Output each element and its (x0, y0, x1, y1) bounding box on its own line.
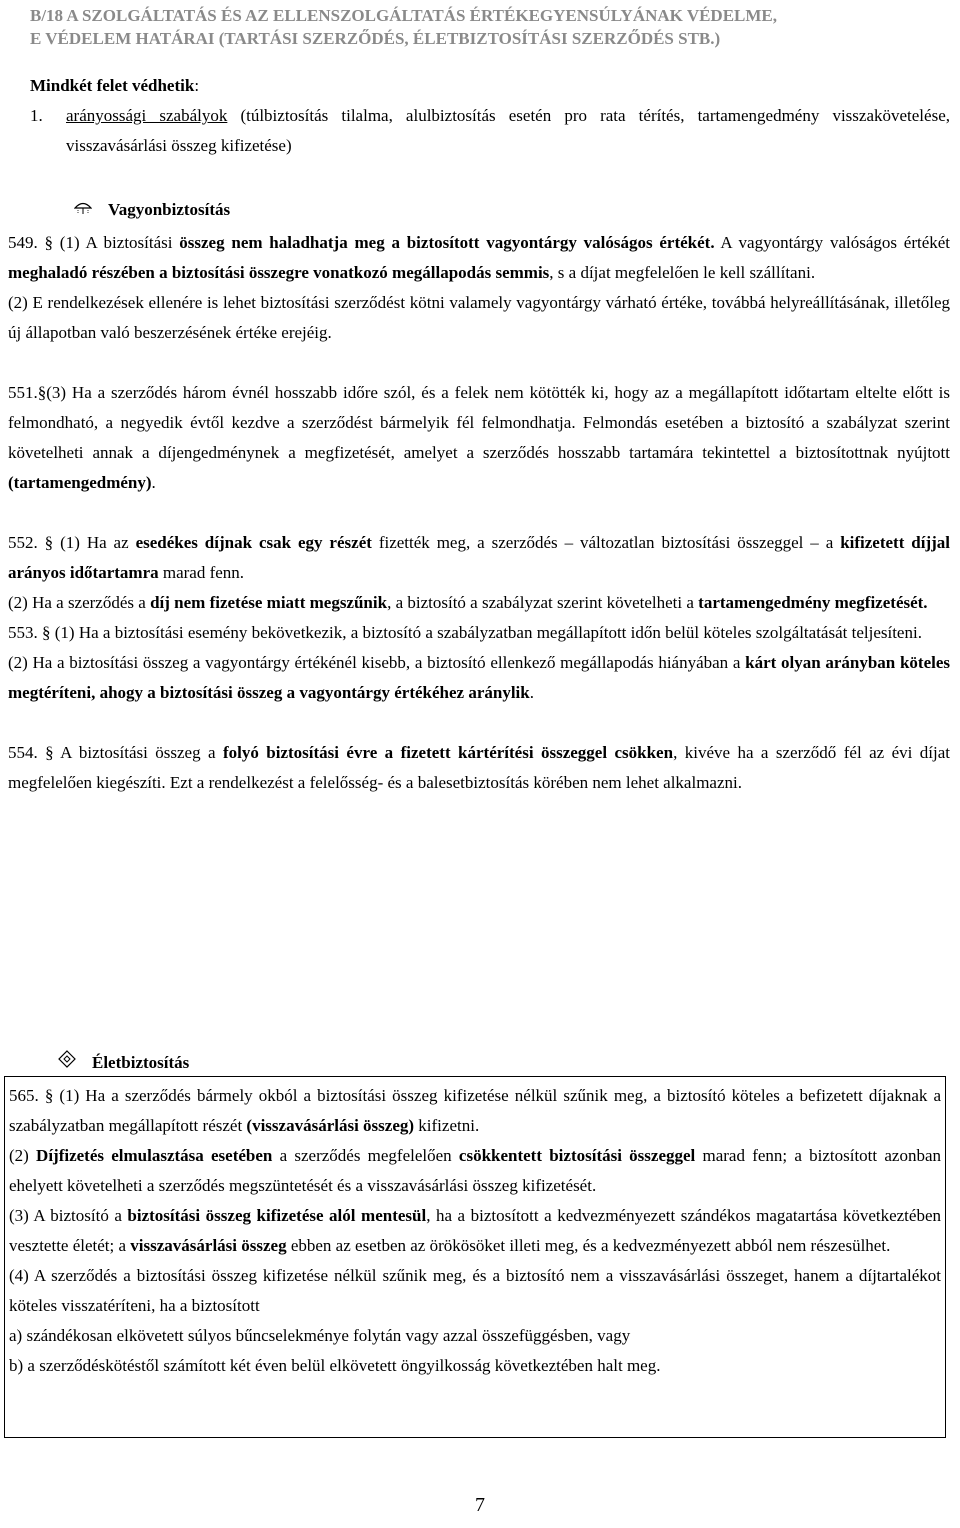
paragraph-565-4: (4) A szerződés a biztosítási összeg kifizetése nélkül szűnik meg, és a biztosító nem a visszavásárlási összeget, hanem a díjtartalékot köteles visszatéríteni, ha a biztosított (9, 1266, 941, 1315)
paragraph-549-2: (2) E rendelkezések ellenére is lehet biztosítási szerződést kötni valamely vagyontárgy várható értéke, továbbá helyreállításának, illetőleg új állapotban való beszerzésének értéke erejéig. (8, 293, 950, 342)
vagyon-heading (74, 198, 230, 222)
intro-item-lead: arányossági szabályok (66, 106, 228, 125)
paragraph-565-b: b) a szerződéskötéstől számított két éven belül elkövetett öngyilkosság következtében halt meg. (9, 1356, 661, 1375)
paragraph-552-2: (2) Ha a szerződés a díj nem fizetése miatt megszűnik, a biztosító a szabályzat szerint követelheti a tartamengedmény megfizetését. (8, 593, 928, 612)
paragraph-551: 551.§(3) Ha a szerződés három évnél hosszabb időre szól, és a felek nem kötötték ki, hogy az a megállapított időtartam eltelte előtt is felmondható, a negyedik évtől kezdve a szerződést bármelyik fél felmondhatja. Felmondás esetében a biztosító a szabályzat szerint követelheti annak a díjengedménynek a megfizetését, amelyet a szerződés hosszabb tartamára tekintettel a biztosítottnak nyújtott (tartamengedmény). (8, 383, 950, 492)
intro-colon: : (194, 76, 200, 95)
intro-item (30, 101, 950, 161)
vagyon-title: Vagyonbiztosítás (108, 200, 231, 219)
header-line-1: B/18 A SZOLGÁLTATÁS ÉS AZ ELLENSZOLGÁLTATÁS ÉRTÉKEGYENSÚLYÁNAK VÉDELME, (30, 6, 778, 25)
vagyon-body (8, 228, 950, 798)
diamond-icon (58, 1050, 78, 1075)
page-header (30, 4, 940, 50)
header-line-2: E VÉDELEM HATÁRAI (TARTÁSI SZERZŐDÉS, ÉLETBIZTOSÍTÁSI SZERZŐDÉS STB.) (30, 29, 721, 48)
paragraph-553-2: (2) Ha a biztosítási összeg a vagyontárgy értékénél kisebb, a biztosító ellenkező megállapodás hiányában a kárt olyan arányban köteles megtéríteni, ahogy a biztosítási összeg a vagyontárgy értékéhez aránylik. (8, 653, 951, 702)
intro-section (30, 71, 950, 161)
paragraph-549-1: 549. § (1) A biztosítási összeg nem haladhatja meg a biztosított vagyontárgy valóságos értékét. A vagyontárgy valóságos értékét meghaladó részében a biztosítási összegre vonatkozó megállapodás semmis, s a díjat megfelelően le kell szállítani. (8, 233, 951, 282)
intro-item-number: 1. (30, 106, 43, 125)
paragraph-565-3: (3) A biztosító a biztosítási összeg kifizetése alól mentesül, ha a biztosított a kedvezményezett szándékos magatartása következtében vesztette életét; a visszavásárlási összeg ebben az esetben az örökösöket illeti meg, és a kedvezményezett abból nem részesülhet. (9, 1206, 941, 1255)
intro-label: Mindkét felet védhetik (30, 76, 195, 95)
umbrella-icon (74, 198, 94, 222)
elet-box (4, 1076, 946, 1438)
paragraph-565-a: a) szándékosan elkövetett súlyos bűncselekménye folytán vagy azzal összefüggésben, vagy (9, 1326, 631, 1345)
elet-title: Életbiztosítás (92, 1052, 190, 1072)
paragraph-554: 554. § A biztosítási összeg a folyó biztosítási évre a fizetett kártérítési összeggel csökken, kivéve ha a szerződő fél az évi díjat megfelelően kiegészíti. Ezt a rendelkezést a felelősség- és a balesetbiztosítás körében nem lehet alkalmazni. (8, 743, 950, 792)
paragraph-553-1: 553. § (1) Ha a biztosítási esemény bekövetkezik, a biztosító a szabályzatban megállapított időn belül köteles szolgáltatását teljesíteni. (8, 623, 922, 642)
paragraph-565-2: (2) Díjfizetés elmulasztása esetében a szerződés megfelelően csökkentett biztosítási összeggel marad fenn; a biztosított azonban ehelyett követelheti a szerződés megszüntetését és a visszavásárlási összeg kifizetését. (9, 1146, 941, 1195)
paragraph-565-1: 565. § (1) Ha a szerződés bármely okból a biztosítási összeg kifizetése nélkül szűnik meg, a biztosító köteles a befizetett díjaknak a szabályzatban megállapított részét (visszavásárlási összeg) kifizetni. (9, 1086, 941, 1135)
intro-item-text: (túlbiztosítás tilalma, alulbiztosítás esetén pro rata térítés, tartamengedmény visszakövetelése, visszavásárlási összeg kifizetése) (66, 106, 950, 155)
page-number: 7 (475, 1494, 485, 1516)
elet-heading (58, 1050, 189, 1075)
paragraph-552-1: 552. § (1) Ha az esedékes díjnak csak egy részét fizették meg, a szerződés – változatlan biztosítási összeggel – a kifizetett díjjal arányos időtartamra marad fenn. (8, 533, 951, 582)
